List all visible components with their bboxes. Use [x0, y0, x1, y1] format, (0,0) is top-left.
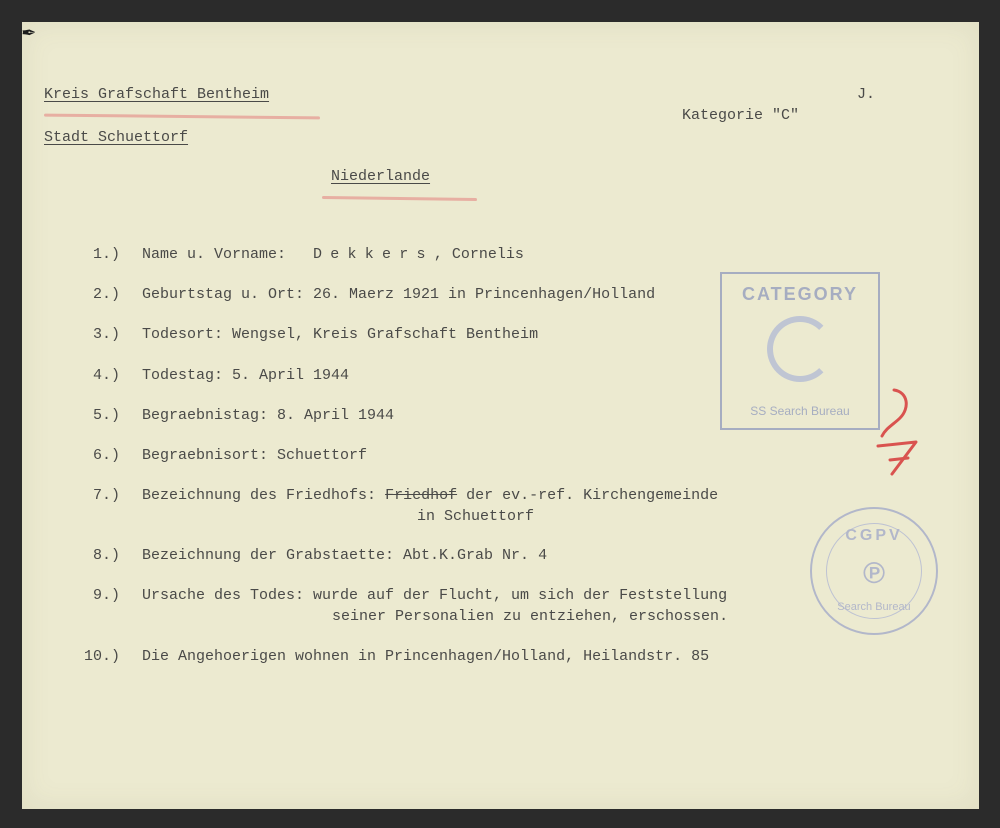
red-pencil-underline-title: [322, 196, 477, 201]
red-handwritten-seven-icon: [864, 384, 928, 480]
struck-word: Friedhof: [385, 487, 458, 504]
item-label: Name u. Vorname:: [142, 246, 287, 263]
kategorie-label: Kategorie "C": [682, 107, 800, 124]
category-stamp: [720, 272, 880, 430]
round-stamp-bottom-text: Search Bureau: [837, 601, 911, 613]
stamp-bureau-label: SS Search Bureau: [750, 404, 850, 418]
round-stamp: [810, 507, 938, 635]
item-continuation: seiner Personalien zu entziehen, erschossen.: [332, 608, 729, 625]
item-continuation: in Schuettorf: [417, 508, 535, 525]
item-number: 8.): [92, 547, 120, 564]
round-stamp-top-text: CGPV: [845, 527, 903, 544]
surname-value: Dekkers: [313, 246, 434, 263]
item-text: Geburtstag u. Ort: 26. Maerz 1921 in Princenhagen/Holland: [142, 286, 656, 303]
letter-mark: J.: [857, 86, 876, 103]
item-number: 5.): [92, 407, 120, 424]
document-page: [22, 22, 979, 809]
item-text: Bezeichnung der Grabstaette: Abt.K.Grab Nr. 4: [142, 547, 548, 564]
corner-clip-mark: ✒: [22, 20, 36, 45]
item-text: [142, 246, 524, 263]
item-text: Die Angehoerigen wohnen in Princenhagen/Holland, Heilandstr. 85: [142, 648, 710, 665]
stamp-category-label: CATEGORY: [741, 284, 858, 304]
item-number: 7.): [92, 487, 120, 504]
page-title: Niederlande: [331, 168, 431, 185]
red-pencil-underline-kreis: [44, 114, 320, 120]
item-text: Todesort: Wengsel, Kreis Grafschaft Bentheim: [142, 326, 539, 343]
item-number: 4.): [92, 367, 120, 384]
kreis-heading: Kreis Grafschaft Bentheim: [44, 86, 270, 103]
item-text: [142, 487, 718, 504]
item-number: 1.): [92, 246, 120, 263]
item-value: der ev.-ref. Kirchengemeinde: [457, 487, 719, 504]
round-stamp-center-icon: ℗: [862, 557, 886, 590]
stadt-heading: Stadt Schuettorf: [44, 129, 189, 146]
item-text: Begraebnistag: 8. April 1944: [142, 407, 395, 424]
item-label: Bezeichnung des Friedhofs:: [142, 487, 377, 504]
item-text: Begraebnisort: Schuettorf: [142, 447, 368, 464]
item-number: 10.): [83, 648, 120, 665]
item-number: 3.): [92, 326, 120, 343]
item-text: Ursache des Todes: wurde auf der Flucht, um sich der Feststellung: [142, 587, 728, 604]
stamp-letter-c-icon: [767, 316, 833, 382]
firstname-value: , Cornelis: [433, 246, 524, 263]
item-number: 9.): [92, 587, 120, 604]
item-number: 6.): [92, 447, 120, 464]
item-text: Todestag: 5. April 1944: [142, 367, 350, 384]
item-number: 2.): [92, 286, 120, 303]
